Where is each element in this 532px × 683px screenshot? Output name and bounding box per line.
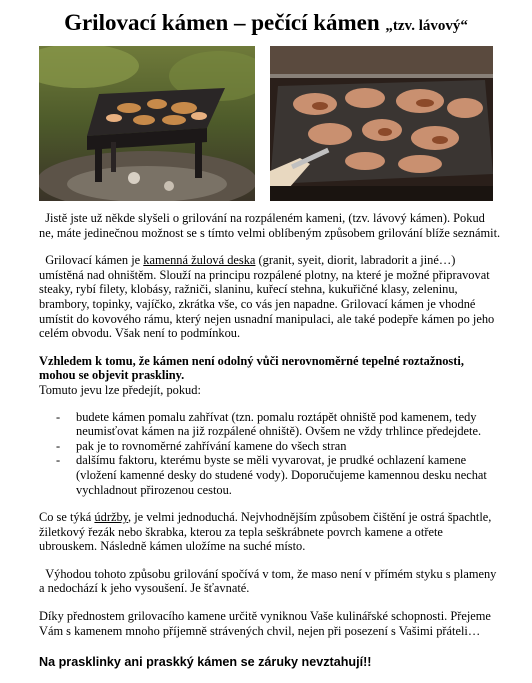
closing-paragraph: Díky přednostem grilovacího kamene určitě vyniknou Vaše kulinářské schopnosti. Přejeme Vám s kamenem mnoho příjemně strávených chvil, nejen při posezení s Vašimi přáteli… (39, 609, 491, 638)
list-item: - budete kámen pomalu zahřívat (tzn. pomalu roztápět ohniště pod kamenem, tedy neumisťovat kámen na již rozpálené ohniště). Ovšem ne vždy trhlince předejdete. (39, 410, 501, 439)
care-paragraph: Co se týká údržby, je velmi jednoduchá. Nejvhodnějším způsobem čištění je ostrá špachtle, žiletkový řezák nebo škrabka, kterou za tepla seškrábnete povrch kamene a otřete ubrouskem. Následně kámen uložíme na suché místo. (39, 510, 492, 554)
photo-grill-stone-meat (270, 46, 493, 201)
maintenance-term: údržby (94, 510, 129, 525)
advantage-paragraph: Výhodou tohoto způsobu grilování spočívá v tom, že maso není v přímém styku s plameny a nedochází k jeho vysoušení. Je šťavnaté. (39, 566, 497, 596)
description-paragraph: Grilovací kámen je kamenná žulová deska (granit, syeit, diorit, labradorit a jiné…) umístěná nad ohništěm. Slouží na principu rozpálené plotny, na které je možné připravovat steaky, rybí filety, klobásy, ražniči, slaninu, kuřecí stehna, kukuřičné klasy, zeleninu, brambory, topinky, vajíčko, zkrátka vše, co vás jen napadne. Grilovací kámen je vhodné umístit do kovového rámu, který nejen usnadní manipulaci, ale také podepře kámen po jeho celém obvodu. Však není to podmínkou. (39, 253, 495, 341)
warning-heading: Vzhledem k tomu, že kámen není odolný vůči nerovnoměrné tepelné roztažnosti, mohou se objevit praskliny. (39, 353, 464, 383)
intro-paragraph: Jistě jste už někde slyšeli o grilování na rozpáleném kameni, (tzv. lávový kámen). Pokud ne, máte jedinečnou možnost se s tímto velmi oblíbeným způsobem grilování blíže seznámit. (39, 211, 501, 240)
title-suffix: „tzv. lávový“ (385, 18, 468, 34)
warranty-note: Na prasklinky ani praskký kámen se záruky nevztahují!! (39, 655, 372, 670)
article-body (39, 211, 501, 683)
title-main: Grilovací kámen – pečící kámen (64, 10, 386, 35)
photo-grill-stone-outdoor (39, 46, 255, 201)
prevention-list (39, 410, 501, 498)
page-title (0, 9, 532, 40)
list-item: - pak je to rovnoměrné zahřívání kamene do všech stran (39, 439, 501, 454)
warning-intro: Tomuto jevu lze předejít, pokud: (39, 382, 201, 397)
stone-slab-term: kamenná žulová deska (143, 253, 256, 268)
list-item: - dalšímu faktoru, kterému byste se měli vyvarovat, je prudké ochlazení kamene (vložení kamenné desky do studené vody). Doporučujeme kamennou desku nechat vychladnout přirozenou cestou. (39, 453, 501, 497)
